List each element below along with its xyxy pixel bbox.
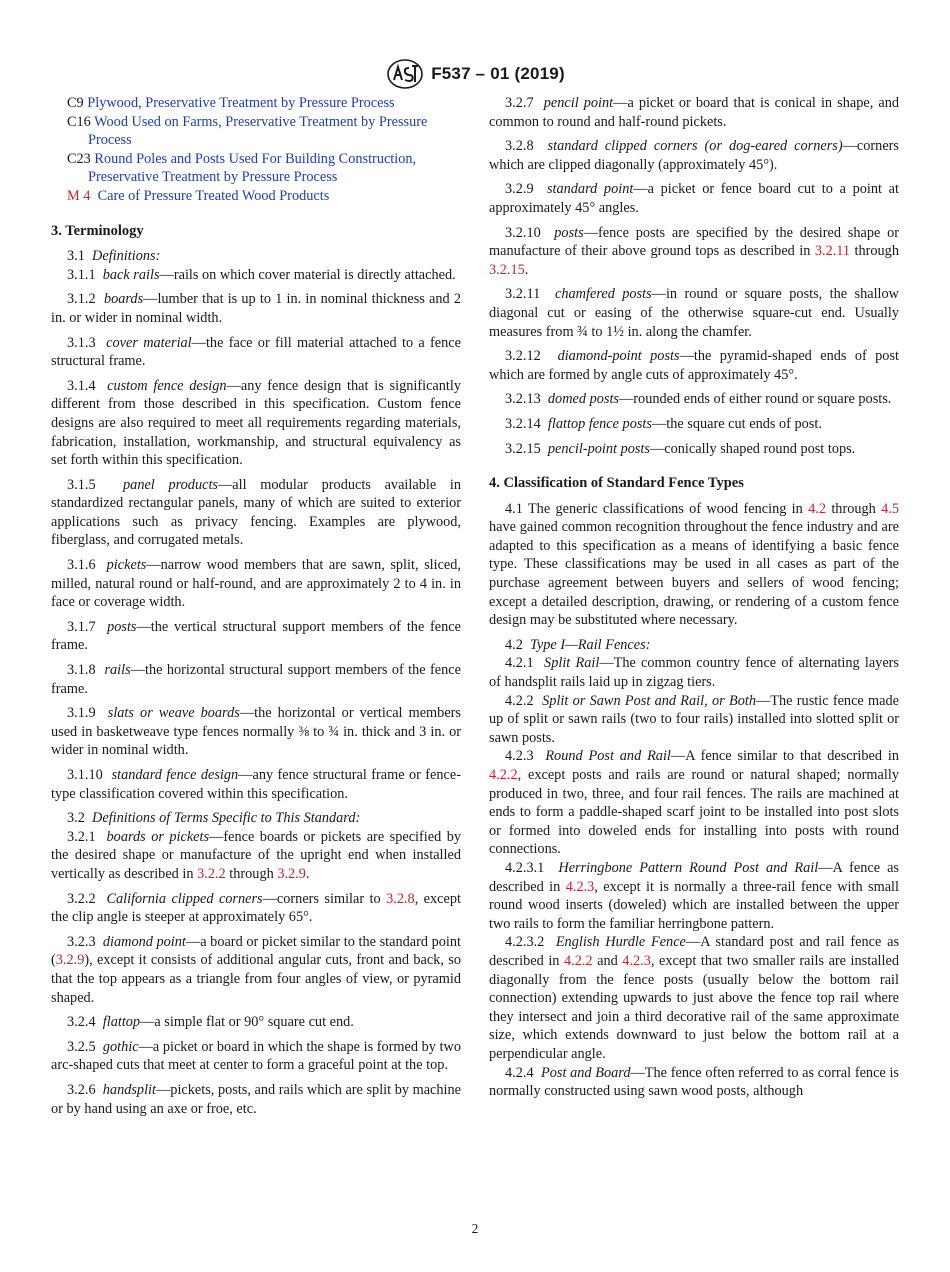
para-3-1-8: 3.1.8 rails—the horizontal structural support members of the fence frame. [51, 662, 461, 697]
left-column [51, 94, 461, 1124]
para-4-2-3-1: 4.2.3.1 Herringbone Pattern Round Post and Rail—A fence as described in 4.2.3, except it is normally a three-rail fence with small round wood inserts (doweled) which are installed between the upper two rails to form the familiar herringbone pattern. [489, 859, 899, 932]
document-id: F537 – 01 (2019) [431, 63, 565, 83]
xref-link[interactable]: 3.2.8 [386, 890, 415, 907]
ref-link[interactable]: Plywood, Preservative Treatment by Pressure Process [87, 95, 395, 111]
ref-item: C23 Round Poles and Posts Used For Building Construction, Preservative Treatment by Pressure Process [67, 150, 417, 186]
ref-link[interactable]: Wood Used on Farms, Preservative Treatment by Pressure Process [88, 113, 428, 149]
para-3-1-2: 3.1.2 boards—lumber that is up to 1 in. in nominal thickness and 2 in. or wider in nominal width. [51, 291, 461, 326]
xref-link[interactable]: 4.5 [881, 500, 899, 517]
xref-link[interactable]: 4.2.2 [489, 767, 518, 783]
para-3-2-4: 3.2.4 flattop—a simple flat or 90° square cut end. [67, 1014, 354, 1031]
xref-link[interactable]: 3.2.9 [55, 952, 85, 969]
ref-item: C9 Plywood, Preservative Treatment by Pressure Process [67, 95, 395, 111]
para-4-2-1: 4.2.1 Split Rail—The common country fence of alternating layers of handsplit rails laid up in zigzag tiers. [489, 655, 899, 691]
para-3-1-1: 3.1.1 back rails—rails on which cover material is directly attached. [67, 266, 456, 283]
para-3-1-4: 3.1.4 custom fence design—any fence design that is significantly different from those described in this specification. Custom fence designs are also required to meet all requirements regarding materials, fabrication, installation, workmanship, and structural equivalency as set forth within this specification. [51, 377, 461, 469]
para-4-2: 4.2 Type I—Rail Fences: [505, 636, 651, 653]
para-3-2-1: 3.2.1 boards or pickets—fence boards or pickets are specified by the desired shape or manufacture of the upright end when installed vertically as described in 3.2.2 through 3.2.9. [51, 828, 462, 882]
para-3-1-10: 3.1.10 standard fence design—any fence structural frame or fence-type classification covered within this specification. [51, 767, 462, 802]
para-3-2-12: 3.2.12 diamond-point posts—the pyramid-shaped ends of post which are formed by angle cuts of approximately 45°. [489, 348, 899, 383]
xref-link[interactable]: 3.2.15 [489, 261, 525, 278]
para-3-2-15: 3.2.15 pencil-point posts—conically shaped round post tops. [505, 440, 856, 457]
xref-link[interactable]: 3.2.9 [277, 865, 306, 882]
para-3-2-13: 3.2.13 domed posts—rounded ends of either round or square posts. [505, 391, 892, 408]
section-heading-terminology: 3. Terminology [51, 222, 144, 239]
para-3-2-14: 3.2.14 flattop fence posts—the square cut ends of post. [505, 415, 822, 432]
para-3-2-10: 3.2.10 posts—fence posts are specified by the desired shape or manufacture of their above ground tops as described in 3.2.11 through 3.2.15. [489, 224, 899, 278]
para-3-1-9: 3.1.9 slats or weave boards—the horizontal or vertical members used in basketweave type fences normally ⅜ to ¾ in. thick and 3 in. or wider in nominal width. [51, 705, 461, 759]
ref-item: M 4 Care of Pressure Treated Wood Products [67, 187, 330, 204]
para-3-2-9: 3.2.9 standard point—a picket or fence board cut to a point at approximately 45° angles. [489, 181, 899, 216]
para-3-2-5: 3.2.5 gothic—a picket or board in which the shape is formed by two arc-shaped cuts that meet at center to form a graceful point at the top. [51, 1038, 461, 1074]
para-4-2-4: 4.2.4 Post and Board—The fence often referred to as corral fence is normally constructed using sawn wood posts, although [489, 1064, 899, 1100]
para-3-2-2: 3.2.2 California clipped corners—corners similar to 3.2.8, except the clip angle is steeper at approximately 65°. [51, 890, 461, 926]
xref-link[interactable]: 3.2.2 [197, 865, 226, 882]
astm-logo-icon [385, 58, 425, 90]
xref-link[interactable]: 4.2.2 [563, 952, 593, 969]
page-header [0, 58, 950, 90]
referenced-documents-list [51, 94, 461, 206]
para-3-1-6: 3.1.6 pickets—narrow wood members that are sawn, split, sliced, milled, natural round or half-round, and are approximately 2 to 4 in. in face or coverage width. [51, 557, 461, 611]
para-3-2-11: 3.2.11 chamfered posts—in round or square posts, the shallow diagonal cut or easing of the otherwise square-cut end. Usually measures from ¾ to 1½ in. along the chamfer. [489, 286, 899, 340]
xref-link[interactable]: 4.2 [808, 500, 826, 517]
para-3-2-7: 3.2.7 pencil point—a picket or board that is conical in shape, and common to round and half-round pickets. [489, 95, 899, 130]
ref-link[interactable]: Care of Pressure Treated Wood Products [97, 187, 330, 204]
para-3-2: 3.2 Definitions of Terms Specific to This Standard: [67, 810, 361, 827]
para-4-2-3: 4.2.3 Round Post and Rail—A fence similar to that described in 4.2.2, except posts and rails are round or natural shaped; normally produced in two, three, and four rail fences. The rails are machined at ends to form a paddle-shaped scarf joint to be installed into post slots or formed into doweled ends for installing into posts with round connections. [489, 748, 899, 858]
right-column [489, 94, 899, 1101]
ref-link[interactable]: Round Poles and Posts Used For Building Construction, Preservative Treatment by Pressure Process [88, 150, 417, 186]
xref-link[interactable]: 3.2.11 [814, 243, 851, 260]
para-4-2-3-2: 4.2.3.2 English Hurdle Fence—A standard post and rail fence as described in 4.2.2 and 4.2.3, except that two smaller rails are installed diagonally from the fence posts (usually below the bottom rail connection) extending upwards to just above the fence top rail where they intersect and join a third decorative rail of the same approximate size, which extends downward to just below the bottom rail at a perpendicular angle. [489, 934, 900, 1062]
xref-link[interactable]: 4.2.3 [565, 878, 595, 895]
para-3-2-8: 3.2.8 standard clipped corners (or dog-eared corners)—corners which are clipped diagonally (approximately 45°). [489, 138, 899, 173]
para-3-1: 3.1 Definitions: [67, 248, 161, 265]
para-3-1-3: 3.1.3 cover material—the face or fill material attached to a fence structural frame. [51, 334, 461, 370]
para-3-1-5: 3.1.5 panel products—all modular products available in standardized rectangular panels, many of which are suited to exterior applications such as privacy fencing. Examples are plywood, fiberglass, and corrugated metals. [51, 476, 461, 549]
para-3-2-6: 3.2.6 handsplit—pickets, posts, and rails which are split by machine or by hand using an axe or froe, etc. [51, 1081, 461, 1117]
para-4-2-2: 4.2.2 Split or Sawn Post and Rail, or Both—The rustic fence made up of split or sawn rails (two to four rails) installed into slotted split or sawn posts. [489, 692, 900, 746]
para-3-1-7: 3.1.7 posts—the vertical structural support members of the fence frame. [51, 618, 461, 654]
page-number: 2 [471, 1221, 479, 1236]
xref-link[interactable]: 4.2.3 [622, 952, 651, 969]
ref-item: C16 Wood Used on Farms, Preservative Treatment by Pressure Process [67, 113, 428, 149]
para-3-2-3: 3.2.3 diamond point—a board or picket similar to the standard point (3.2.9), except it consists of additional angular cuts, front and back, so that the top appears as a triangle from four angles of view, or pyramid shaped. [51, 933, 462, 1006]
para-4-1: 4.1 The generic classifications of wood fencing in 4.2 through 4.5 have gained common recognition throughout the fence industry and are adapted to this specification as a means of identifying a basic fence type. These classifications may be used in all cases as part of the purchase agreement between buyers and sellers of wood fencing; except a detailed description, drawing, or rendering of a custom fence design may be substituted where necessary. [489, 500, 899, 629]
section-heading-classification: 4. Classification of Standard Fence Types [489, 475, 744, 492]
